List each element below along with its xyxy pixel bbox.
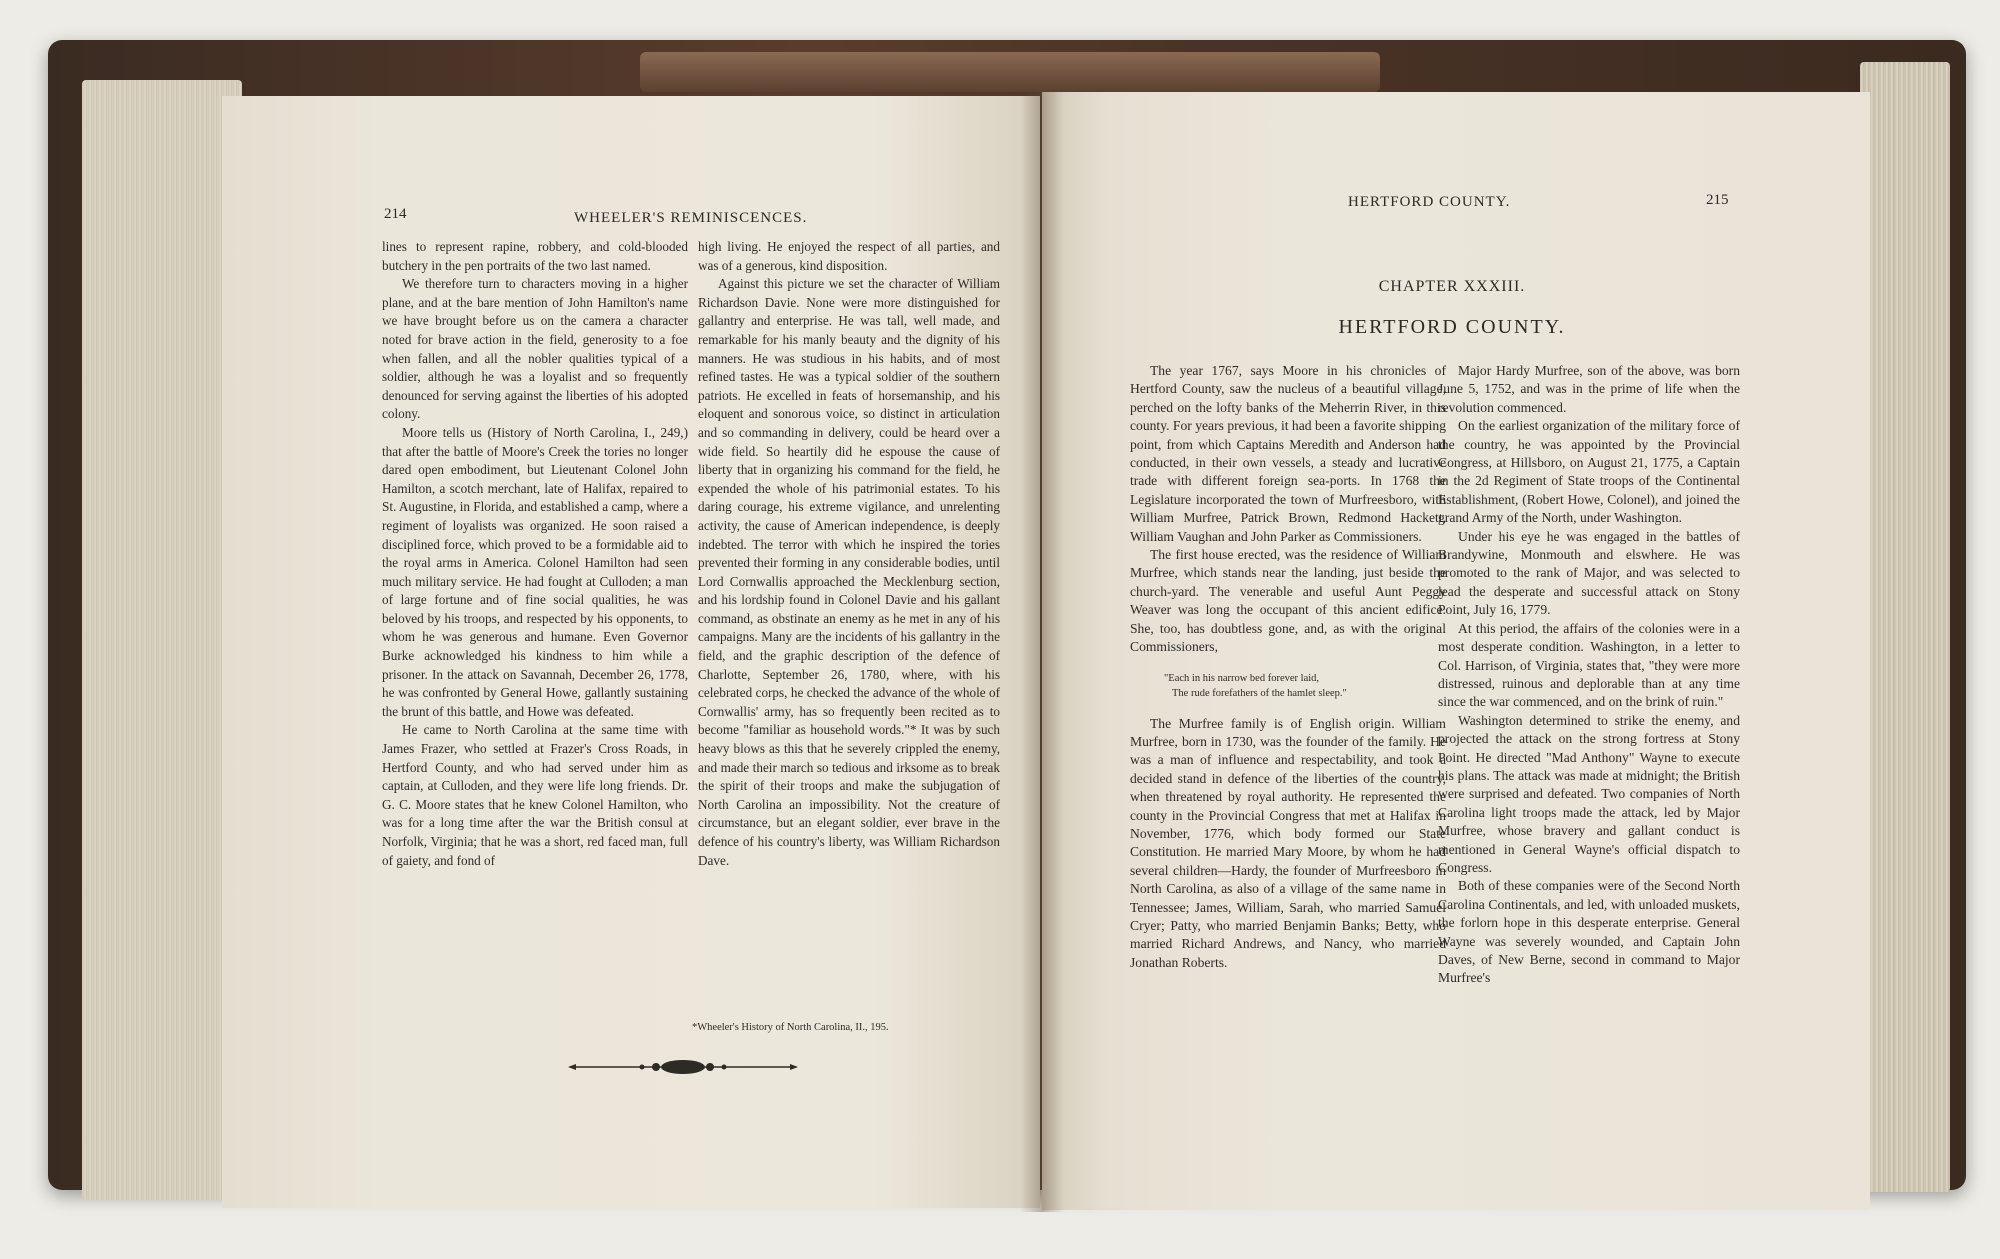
left-page (222, 96, 1040, 1208)
paragraph: Under his eye he was engaged in the battles of Brandywine, Monmouth and elswhere. He was promoted to the rank of Major, and was selected to lead the desperate and successful attack on Stony Point, July 16, 1779. (1438, 528, 1740, 618)
verse-line: "Each in his narrow bed forever laid, (1164, 672, 1320, 684)
paragraph: The year 1767, says Moore in his chronicles of Hertford County, saw the nucleus of a beautiful village, perched on the lofty banks of the Meherrin River, in this county. For years previous, it had been a favorite shipping point, from which Captains Meredith and Anderson had conducted, in their own vessels, a steady and lucrative trade with different foreign sea-ports. In 1768 the Legislature incorporated the town of Murfreesboro, with William Murfree, Patrick Brown, Redmond Hackett, William Vaughan and John Parker as Commissioners. (1130, 363, 1446, 544)
verse-line: The rude forefathers of the hamlet sleep." (1172, 687, 1347, 699)
paragraph: high living. He enjoyed the respect of all parties, and was of a generous, kind disposition. (698, 239, 1000, 273)
left-column-2 (698, 238, 1000, 870)
paragraph: We therefore turn to characters moving in a higher plane, and at the bare mention of John Hamilton's name we have brought before us on the camera a character noted for brave action in the field, generosity to a foe when fallen, and all the nobler qualities typical of a soldier, although he was a loyalist and so frequently denounced for serving against the liberties of his adopted colony. (382, 276, 688, 422)
paragraph: On the earliest organization of the military force of the country, he was appointed by the Provincial Congress, at Hillsboro, on August 21, 1775, a Captain in the 2d Regiment of State troops of the Continental Establishment, (Robert Howe, Colonel), and joined the grand Army of the North, under Washington. (1438, 418, 1740, 526)
paragraph: lines to represent rapine, robbery, and cold-blooded butchery in the pen portraits of the two last named. (382, 239, 688, 273)
footnote: *Wheeler's History of North Carolina, II., 195. (692, 1022, 889, 1033)
paragraph: Moore tells us (History of North Carolina, I., 249,) that after the battle of Moore's Creek the tories no longer dared open embodiment, but Lieutenant Colonel John Hamilton, a scotch merchant, late of Halifax, repaired to St. Augustine, in Florida, and established a camp, where a regiment of loyalists was organized. He soon raised a disciplined force, which proved to be a formidable aid to the royal arms in America. Colonel Hamilton had seen much military service. He had fought at Culloden; a man of large fortune and of fine social qualities, he was beloved by his troops, and respected by his opponents, to whom he was generous and humane. Even Governor Burke acknowledged his kindness to him while a prisoner. In the attack on Savannah, December 26, 1778, he was confronted by General Howe, gallantly sustaining the brunt of this battle, and Howe was defeated. (382, 424, 688, 719)
ornament-icon (568, 1056, 798, 1078)
paragraph: Against this picture we set the character of William Richardson Davie. None were more distinguished for gallantry and enterprise. He was tall, well made, and remarkable for his manly beauty and the dignity of his manners. He was studious in his habits, and of most refined tastes. He was a typical soldier of the southern patriots. He excelled in feats of horsemanship, and his eloquent and sonorous voice, so distinct in articulation and so commanding in delivery, could be heard over a wide field. So heartily did he espouse the cause of liberty that in organizing his command for the field, he expended the whole of his patrimonial estates. To his daring courage, his extreme vigilance, and unrelenting activity, the cause of American independence, is deeply indebted. The terror with which he inspired the tories prevented their forming in any considerable bodies, until Lord Cornwallis approached the Mecklenburg section, and his lordship found in Colonel Davie and his gallant command, as obstinate an enemy as he met in any of his campaigns. Many are the incidents of his gallantry in the field, and the graphic description of the defence of Charlotte, September 26, 1780, where, with his celebrated corps, he checked the advance of the whole of Cornwallis' army, has so frequently been recited as to become "familiar as household words."* It was by such heavy blows as this that he severely crippled the enemy, and made their march so tedious and irksome as to break the spirit of their troops and make the subjugation of North Carolina an impossibility. Not the creature of circumstance, but an elegant soldier, ever brave in the defence of his country's liberty, was William Richardson Dave. (698, 276, 1000, 868)
left-page-edges (82, 80, 242, 1200)
paragraph: Major Hardy Murfree, son of the above, was born June 5, 1752, and was in the prime of life when the revolution commenced. (1438, 363, 1740, 415)
page-number: 214 (384, 206, 407, 222)
book-spine (640, 52, 1380, 92)
paragraph: He came to North Carolina at the same time with James Frazer, who settled at Frazer's Cross Roads, in Hertford County, and who had served under him as captain, at Culloden, and they were life long friends. Dr. G. C. Moore states that he knew Colonel Hamilton, who was for a long time after the war the British consul at Norfolk, Virginia; that he was a short, red faced man, full of gaiety, and fond of (382, 722, 688, 868)
right-column-1 (1130, 362, 1446, 972)
chapter-title: HERTFORD COUNTY. (1338, 316, 1566, 338)
paragraph: The first house erected, was the residence of William Murfree, which stands near the landing, just beside the church-yard. The venerable and useful Aunt Peggy Weaver was long the occupant of this ancient edifice. She, too, has doubtless gone, and, as with the original Commissioners, (1130, 547, 1446, 655)
right-page-edges (1860, 62, 1950, 1192)
paragraph: The Murfree family is of English origin. William Murfree, born in 1730, was the founder of the family. He was a man of influence and respectability, and took a decided stand in defence of the liberties of the country, when threatened by royal authority. He represented the county in the Provincial Congress that met at Halifax in November, 1776, which body formed our State Constitution. He married Mary Moore, by whom he had several children—Hardy, the founder of Murfreesboro in North Carolina, as also of a village of the same name in Tennessee; James, William, Sarah, who married Samuel Cryer; Patty, who married Benjamin Banks; Betty, who married Richard Andrews, and Nancy, who married Jonathan Roberts. (1130, 715, 1446, 970)
paragraph: At this period, the affairs of the colonies were in a most desperate condition. Washington, in a letter to Col. Harrison, of Virginia, states that, "they were more distressed, ruinous and deplorable than at any time since the war commenced, and on the brink of ruin." (1438, 620, 1740, 710)
running-head: HERTFORD COUNTY. (1348, 194, 1511, 210)
page-number: 215 (1706, 192, 1729, 208)
right-page (1042, 92, 1870, 1210)
running-head: WHEELER'S REMINISCENCES. (574, 210, 808, 226)
verse-quote (1130, 671, 1446, 701)
paragraph: Both of these companies were of the Second North Carolina Continentals, and led, with unloaded muskets, the forlorn hope in this desperate enterprise. General Wayne was severely wounded, and Captain John Daves, of New Berne, second in command to Major Murfree's (1438, 878, 1740, 986)
chapter-heading: CHAPTER XXXIII. (1378, 278, 1526, 295)
book-gutter (1020, 90, 1064, 1212)
right-column-2 (1438, 362, 1740, 988)
left-column-1 (382, 238, 688, 870)
paragraph: Washington determined to strike the enemy, and projected the attack on the strong fortress at Stony Point. He directed "Mad Anthony" Wayne to execute his plans. The attack was made at midnight; the British were surprised and defeated. Two companies of North Carolina light troops made the attack, led by Major Murfree, whose bravery and gallant conduct is mentioned in General Wayne's official dispatch to Congress. (1438, 712, 1740, 875)
